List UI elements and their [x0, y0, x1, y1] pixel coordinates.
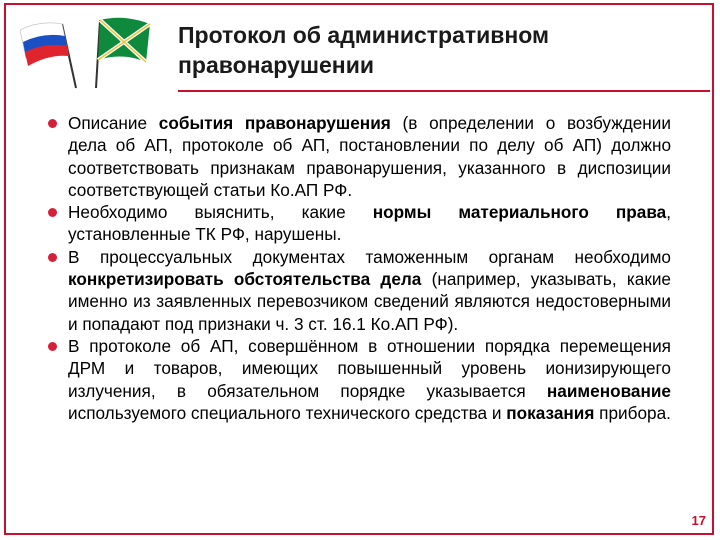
bullet-text-run: Описание: [68, 113, 159, 133]
bullet-text-run: Необходимо выяснить, какие: [68, 202, 373, 223]
title-divider: [178, 90, 710, 92]
bullet-text-run: (например, указывать, какие именно из заявленных перевозчиком сведений являются недостоверными и попадают под признаки ч. 3 ст. 16.1 Ко.АП РФ).: [68, 269, 671, 334]
bullet-item: [48, 112, 671, 201]
bullet-bold-run: наименование: [546, 380, 671, 401]
bullet-item: [48, 201, 671, 246]
bullet-text-run: , установленные ТК РФ, нарушены.: [68, 202, 671, 245]
customs-flag-icon: [96, 18, 150, 88]
bullet-bold-run: нормы материального права: [372, 202, 667, 223]
page-title: Протокол об административном правонарушении: [178, 22, 550, 78]
bullet-dot-icon: [48, 208, 57, 217]
bullet-text-run: В протоколе об АП, совершённом в отношении порядка перемещения ДРМ и товаров, имеющих повышенный уровень ионизирующего излучения, в обязательном порядке указывается: [68, 335, 671, 401]
bullet-text-run: (в определении о возбуждении дела об АП, протоколе об АП, постановлении по делу об АП) должно соответствовать признакам правонарушения, указанного в диспозиции соответствующей статьи Ко.АП РФ.: [68, 113, 671, 200]
bullet-dot-icon: [48, 253, 57, 262]
bullet-item: [48, 246, 671, 335]
bullet-text-run: В процессуальных документах таможенным органам необходимо: [68, 246, 671, 267]
bullet-dot-icon: [48, 342, 57, 351]
bullet-bold-run: показания: [506, 402, 595, 423]
bullet-list: [48, 112, 671, 424]
page-number: 17: [691, 513, 706, 528]
bullet-dot-icon: [48, 119, 57, 128]
bullet-bold-run: конкретизировать обстоятельства дела: [68, 269, 422, 290]
bullet-bold-run: события правонарушения: [158, 113, 391, 133]
bullet-text-run: используемого специального технического средства и: [68, 402, 507, 423]
bullet-text-run: прибора.: [594, 402, 671, 423]
russian-flag-icon: [20, 23, 76, 88]
flags-logo: [12, 12, 162, 90]
bullet-item: [48, 335, 671, 424]
